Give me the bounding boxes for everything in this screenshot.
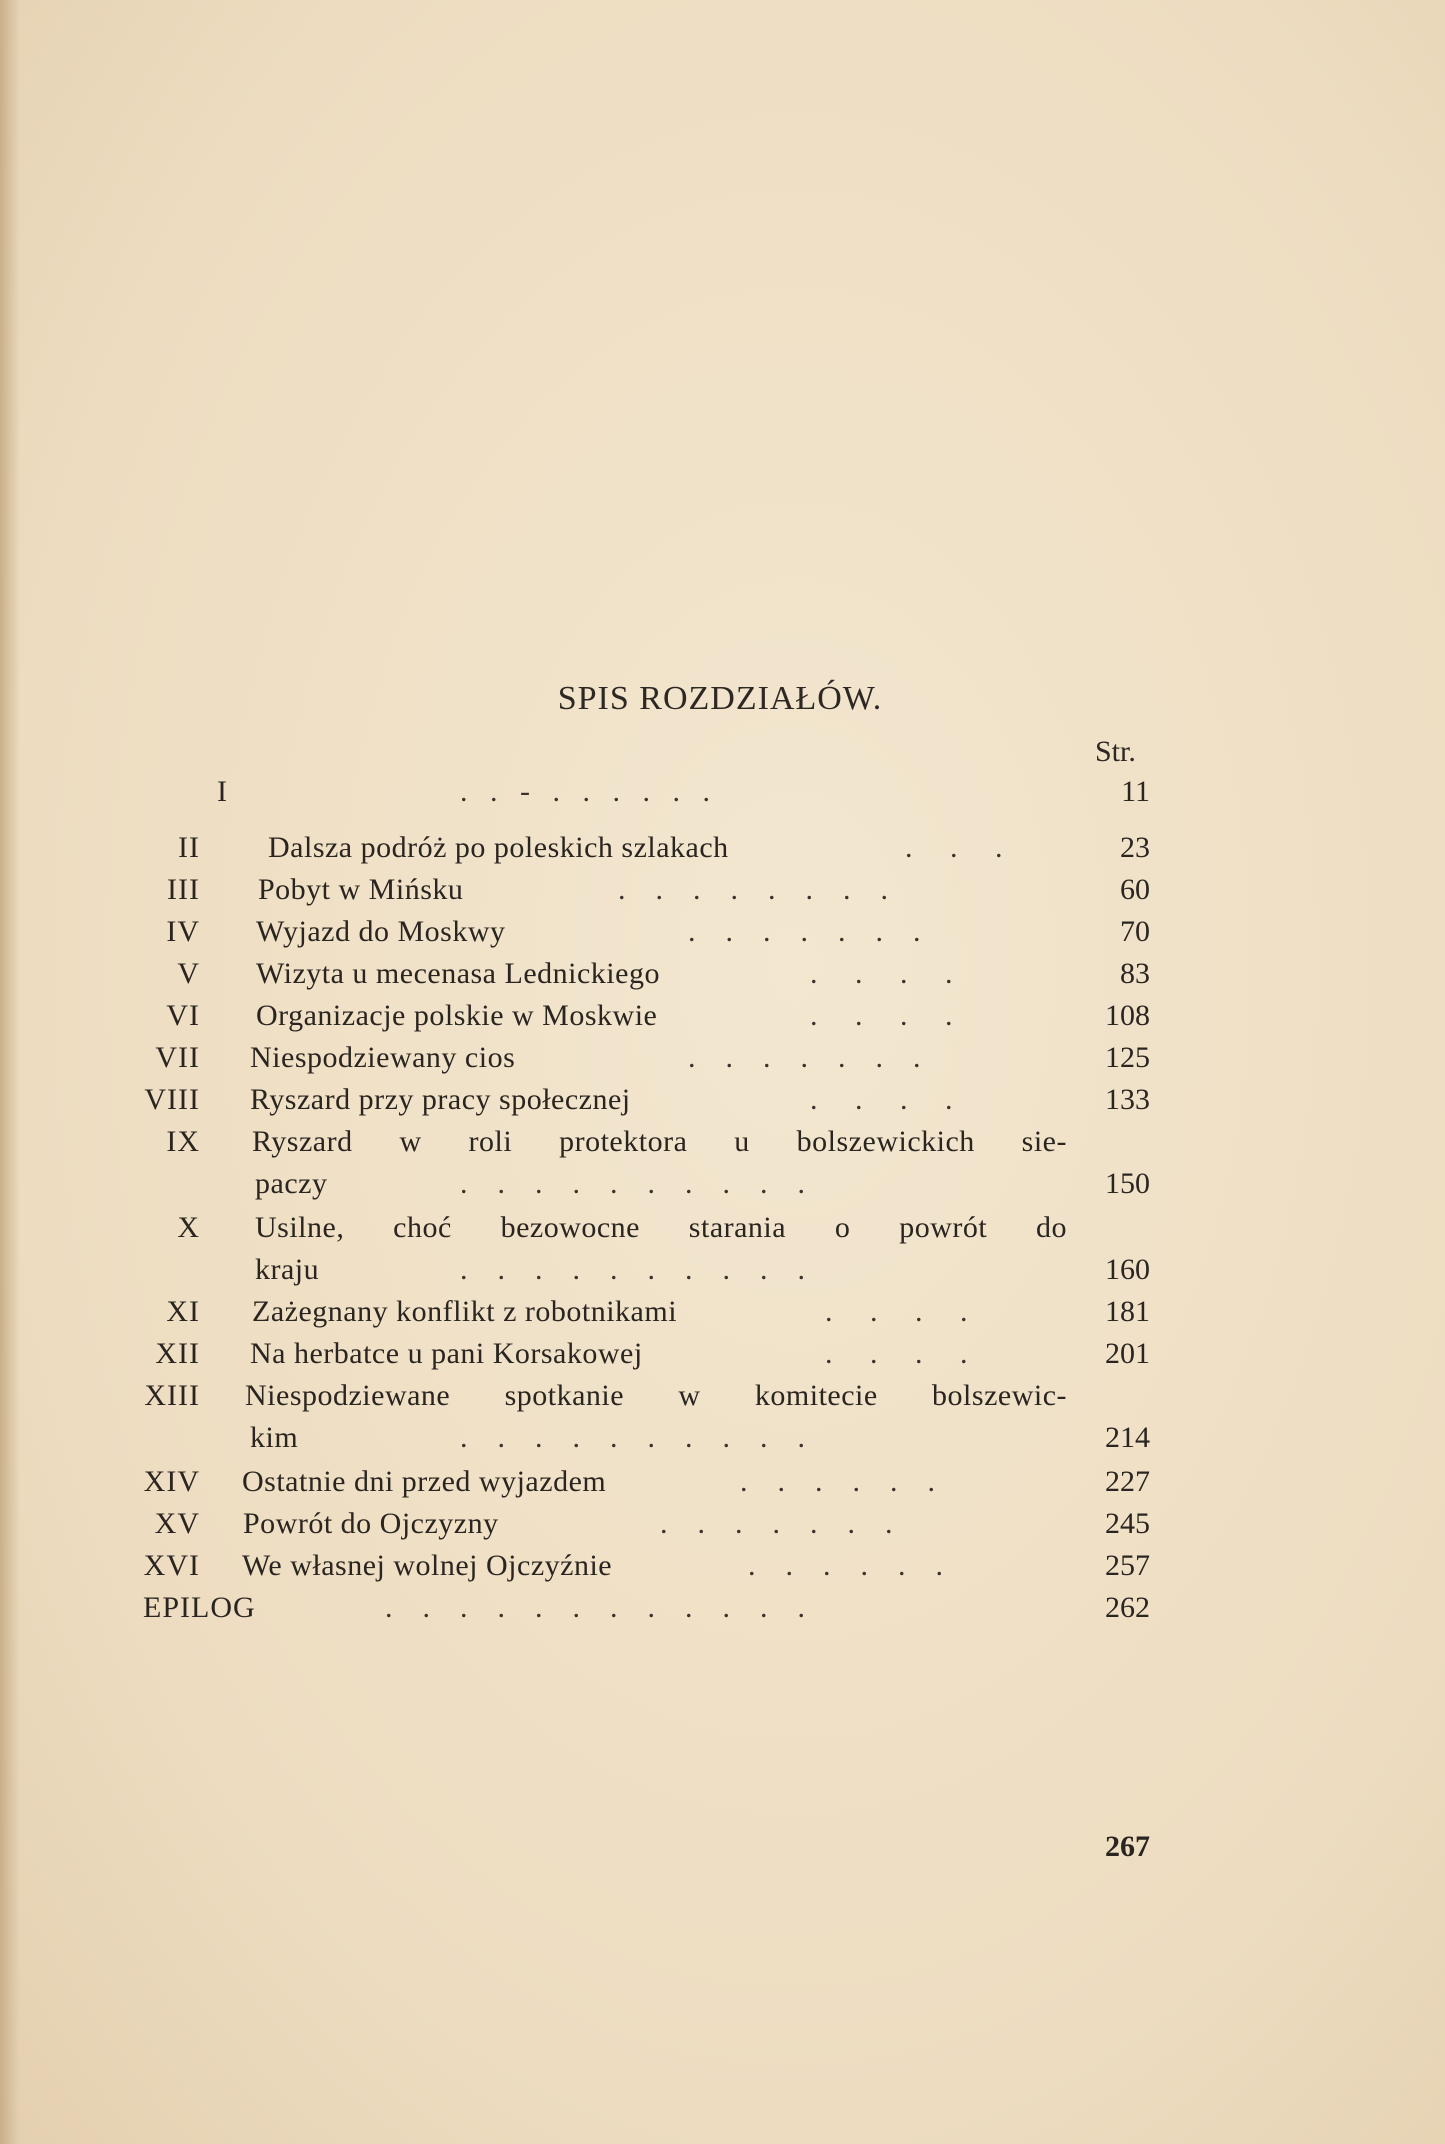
toc-row-IX (0, 1122, 1445, 1162)
chapter-number: XI (166, 1295, 200, 1328)
leader-dots: . . . . . . . (688, 915, 921, 948)
chapter-number: XVI (143, 1549, 200, 1582)
chapter-title: Powrót do Ojczyzny (243, 1507, 499, 1540)
chapter-title: Pobyt w Mińsku (258, 873, 464, 906)
chapter-page: 60 (1120, 873, 1150, 906)
leader-dots: . . . . . . . . . . . . (385, 1591, 805, 1624)
chapter-page: 83 (1120, 957, 1150, 990)
chapter-number: IX (166, 1125, 200, 1158)
toc-row-VII (0, 1038, 1445, 1078)
chapter-page: 227 (1105, 1465, 1150, 1498)
chapter-number: II (178, 831, 200, 864)
leader-dots: . . . . . . (740, 1465, 935, 1498)
chapter-title-continuation: paczy (255, 1167, 328, 1200)
leader-dots: . . . . (810, 957, 953, 990)
chapter-number: X (177, 1211, 200, 1244)
chapter-title: Wizyta u mecenasa Lednickiego (256, 957, 660, 990)
chapter-page: 160 (1105, 1253, 1150, 1286)
leader-dots: . . . . . . . . . . (460, 1421, 805, 1454)
chapter-number: XIV (143, 1465, 200, 1498)
chapter-number: VII (155, 1041, 200, 1074)
chapter-title-continuation: kim (250, 1421, 299, 1454)
chapter-number: VIII (144, 1083, 200, 1116)
toc-row-XI (0, 1292, 1445, 1332)
chapter-title: Ostatnie dni przed wyjazdem (242, 1465, 607, 1498)
toc-row-VI (0, 996, 1445, 1036)
chapter-title: Organizacje polskie w Moskwie (256, 999, 658, 1032)
chapter-page: 245 (1105, 1507, 1150, 1540)
leader-dots: . . . . . . . . . . (460, 1167, 805, 1200)
chapter-page: 108 (1105, 999, 1150, 1032)
chapter-number: XIII (144, 1379, 200, 1412)
chapter-page: 181 (1105, 1295, 1150, 1328)
leader-dots: . . . (905, 831, 1003, 864)
leader-dots: . . . . . . . (660, 1507, 893, 1540)
chapter-page: 125 (1105, 1041, 1150, 1074)
toc-row-III (0, 870, 1445, 910)
toc-row-V (0, 954, 1445, 994)
toc-row-XVI (0, 1546, 1445, 1586)
chapter-title: Usilne, choć bezowocne starania o powrót do (255, 1211, 1067, 1244)
page-folio-number: 267 (1105, 1830, 1150, 1863)
chapter-page: 257 (1105, 1549, 1150, 1582)
toc-row-XII (0, 1334, 1445, 1374)
chapter-number: V (177, 957, 200, 990)
chapter-title: Zażegnany konflikt z robotnikami (252, 1295, 678, 1328)
epilog-label: EPILOG (143, 1591, 256, 1624)
toc-row-XIII-cont (0, 1418, 1445, 1458)
leader-dots: . . . . (810, 999, 953, 1032)
chapter-title: Niespodziewany cios (250, 1041, 516, 1074)
toc-row-XIV (0, 1462, 1445, 1502)
leader-dots: . . . . . . (748, 1549, 943, 1582)
chapter-title: Ryszard w roli protektora u bolszewickich sie- (252, 1125, 1067, 1158)
toc-row-IV (0, 912, 1445, 952)
chapter-number: XII (155, 1337, 200, 1370)
chapter-page: 11 (1121, 775, 1150, 808)
chapter-number: I (217, 775, 228, 808)
chapter-title: Dalsza podróż po poleskich szlakach (268, 831, 729, 864)
leader-dots: . . - . . . . . . (460, 775, 710, 808)
chapter-number: III (167, 873, 200, 906)
chapter-title: Ryszard przy pracy społecznej (250, 1083, 631, 1116)
leader-dots: . . . . . . . . (618, 873, 888, 906)
leader-dots: . . . . (825, 1295, 968, 1328)
chapter-title: Niespodziewane spotkanie w komitecie bolszewic- (245, 1379, 1067, 1412)
chapter-number: IV (166, 915, 200, 948)
leader-dots: . . . . . . . (688, 1041, 921, 1074)
chapter-page: 150 (1105, 1167, 1150, 1200)
chapter-page: 133 (1105, 1083, 1150, 1116)
leader-dots: . . . . (810, 1083, 953, 1116)
toc-row-VIII (0, 1080, 1445, 1120)
chapter-number: VI (166, 999, 200, 1032)
leader-dots: . . . . (825, 1337, 968, 1370)
toc-row-X (0, 1208, 1445, 1248)
chapter-title: We własnej wolnej Ojczyźnie (242, 1549, 613, 1582)
chapter-number: XV (154, 1507, 200, 1540)
toc-row-I (0, 772, 1445, 812)
chapter-page: 214 (1105, 1421, 1150, 1454)
chapter-page: 201 (1105, 1337, 1150, 1370)
chapter-page: 262 (1105, 1591, 1150, 1624)
toc-row-II (0, 828, 1445, 868)
toc-row-XIII (0, 1376, 1445, 1416)
toc-row-epilog (0, 1588, 1445, 1628)
chapter-title: Na herbatce u pani Korsakowej (250, 1337, 643, 1370)
toc-row-XV (0, 1504, 1445, 1544)
chapter-page: 70 (1120, 915, 1150, 948)
leader-dots: . . . . . . . . . . (460, 1253, 805, 1286)
toc-row-X-cont (0, 1250, 1445, 1290)
chapter-title: Wyjazd do Moskwy (256, 915, 506, 948)
toc-row-IX-cont (0, 1164, 1445, 1204)
page-column-label: Str. (1095, 735, 1136, 768)
chapter-page: 23 (1120, 831, 1150, 864)
chapter-title-continuation: kraju (255, 1253, 320, 1286)
toc-title: SPIS ROZDZIAŁÓW. (557, 680, 883, 717)
